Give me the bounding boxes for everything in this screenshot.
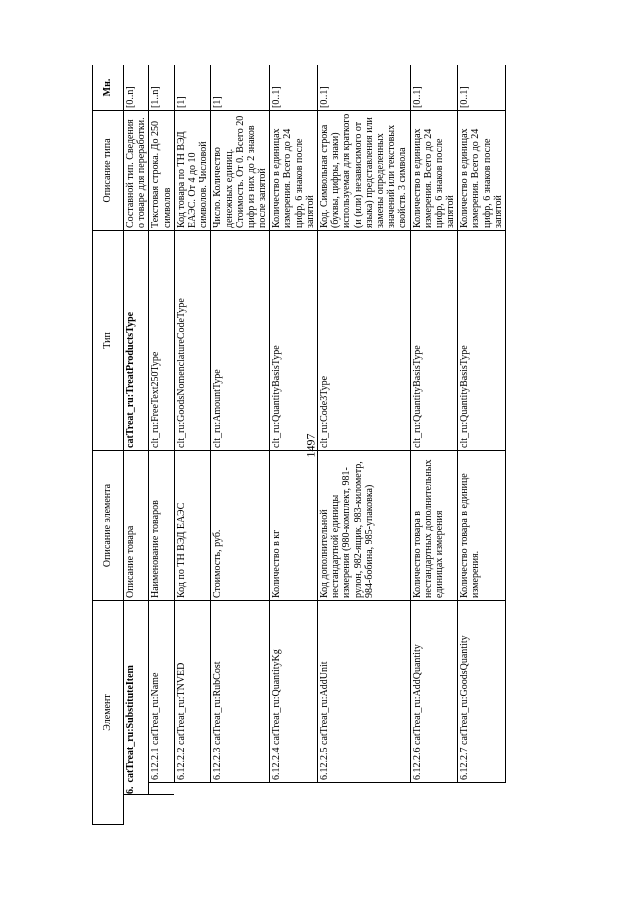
spacer-cell (318, 795, 411, 825)
spacer-cell (318, 783, 411, 795)
row-type: clt_ru:QuantityBasisType (410, 230, 458, 450)
row-number-element (410, 600, 458, 782)
spacer-cell (458, 783, 506, 795)
table-header-row (93, 65, 124, 825)
spacer-cell (174, 795, 211, 825)
page-number: 1497 (303, 433, 318, 458)
row-description: Наименование товаров (149, 450, 174, 600)
header-element: Элемент (93, 600, 124, 824)
spacer-cell (211, 783, 270, 795)
row-element: catTreat_ru:QuantityKg (271, 649, 283, 745)
root-multiplicity: [0..n] (124, 65, 149, 110)
table-row (270, 65, 318, 825)
row-element: catTreat_ru:Name (150, 672, 162, 745)
row-number-element (174, 600, 211, 782)
row-type: clt_ru:QuantityBasisType (270, 230, 318, 450)
row-type-description: Код. Символьная строка (буквы, цифры, знаки) используемая для краткого (и (или) независимого от языка) представления или замены определенных значений или текстовых свойств. 3 символа (318, 110, 411, 230)
row-description: Количество в кг (270, 450, 318, 600)
row-number: 6.12.2.5 (319, 747, 330, 780)
row-multiplicity: [1..n] (149, 65, 174, 110)
root-type: catTreat_ru:TreatProductsType (124, 230, 149, 450)
root-number: 6. (124, 783, 149, 795)
table-row (174, 65, 211, 825)
row-type: clt_ru:GoodsNomenclatureCodeType (174, 230, 211, 450)
spacer-cell (211, 795, 270, 825)
root-description: Описание товара (124, 450, 149, 600)
spacer-cell (270, 783, 318, 795)
row-number-element (149, 600, 174, 782)
row-multiplicity: [0..1] (458, 65, 506, 110)
row-multiplicity: [0..1] (270, 65, 318, 110)
row-number: 6.12.2.6 (411, 747, 423, 780)
row-description: Код по ТН ВЭД ЕАЭС (174, 450, 211, 600)
header-type: Тип (93, 230, 124, 450)
table-row (318, 65, 411, 825)
row-type-description: Текстовая строка. До 250 символов (149, 110, 174, 230)
spacer-cell (410, 795, 458, 825)
row-number: 6.12.2.1 (150, 747, 162, 780)
row-element: catTreat_ru:RubCost (212, 661, 224, 745)
spacer-cell (149, 795, 174, 825)
header-multiplicity: Мн. (93, 65, 124, 110)
spacer-cell (124, 795, 149, 825)
row-type: clt_ru:AmountType (211, 230, 270, 450)
row-number-element (318, 600, 411, 782)
row-multiplicity: [0..1] (410, 65, 458, 110)
row-multiplicity: [1] (211, 65, 270, 110)
row-type: clt_ru:QuantityBasisType (458, 230, 506, 450)
row-element: catTreat_ru:AddQuantity (411, 644, 423, 745)
row-type: clt_ru:FreeText250Type (149, 230, 174, 450)
row-description: Стоимость, руб. (211, 450, 270, 600)
root-element: catTreat_ru:SubstituteItem (124, 600, 149, 782)
row-description: Количество товара в нестандартных дополнительных единицах измерения (410, 450, 458, 600)
row-type-description: Количество в единицах измерения. Всего до 24 цифр, 6 знаков после запятой (458, 110, 506, 230)
table-row-root (124, 65, 149, 825)
row-type-description: Количество в единицах измерения. Всего до 24 цифр, 6 знаков после запятой (410, 110, 458, 230)
spacer-cell (410, 783, 458, 795)
rotated-table (92, 65, 538, 825)
row-type-description: Код товара по ТН ВЭД ЕАЭС. От 4 до 10 символов. Числовой (174, 110, 211, 230)
header-type-description: Описание типа (93, 110, 124, 230)
root-type-description: Составной тип. Сведения о товаре для переработки. (124, 110, 149, 230)
row-element: catTreat_ru:GoodsQuantity (459, 635, 471, 745)
row-number: 6.12.2.2 (175, 747, 187, 780)
row-number-element (211, 600, 270, 782)
row-description: Код дополнительной нестандартной единицы измерения (980-комплект, 981-рулон, 982-ящик, 983-километр, 984-бобина, 985-упаковка) (318, 450, 411, 600)
spacer-cell (270, 795, 318, 825)
row-element: catTreat_ru:TNVED (175, 662, 187, 745)
row-multiplicity: [0..1] (318, 65, 411, 110)
row-description: Количество товара в единице измерения. (458, 450, 506, 600)
row-type-description: Число. Количество денежных единиц. Стоимость. От 0. Всего 20 цифр из них до 2 знаков после запятой (211, 110, 270, 230)
element-table (92, 65, 506, 825)
table-row (410, 65, 458, 825)
row-number: 6.12.2.7 (459, 747, 471, 780)
table-row (458, 65, 506, 825)
header-element-description: Описание элемента (93, 450, 124, 600)
spacer-cell (149, 783, 174, 795)
row-number: 6.12.2.3 (212, 747, 224, 780)
row-number-element (458, 600, 506, 782)
row-type: clt_ru:Code3Type (318, 230, 411, 450)
spacer-cell (458, 795, 506, 825)
row-number-element (270, 600, 318, 782)
spacer-cell (174, 783, 211, 795)
row-element: catTreat_ru:AddUnit (319, 661, 330, 745)
row-multiplicity: [1] (174, 65, 211, 110)
document-table-container (92, 65, 538, 825)
table-row (149, 65, 174, 825)
row-number: 6.12.2.4 (271, 747, 283, 780)
table-row (211, 65, 270, 825)
row-type-description: Количество в единицах измерения. Всего до 24 цифр, 6 знаков после запятой (270, 110, 318, 230)
